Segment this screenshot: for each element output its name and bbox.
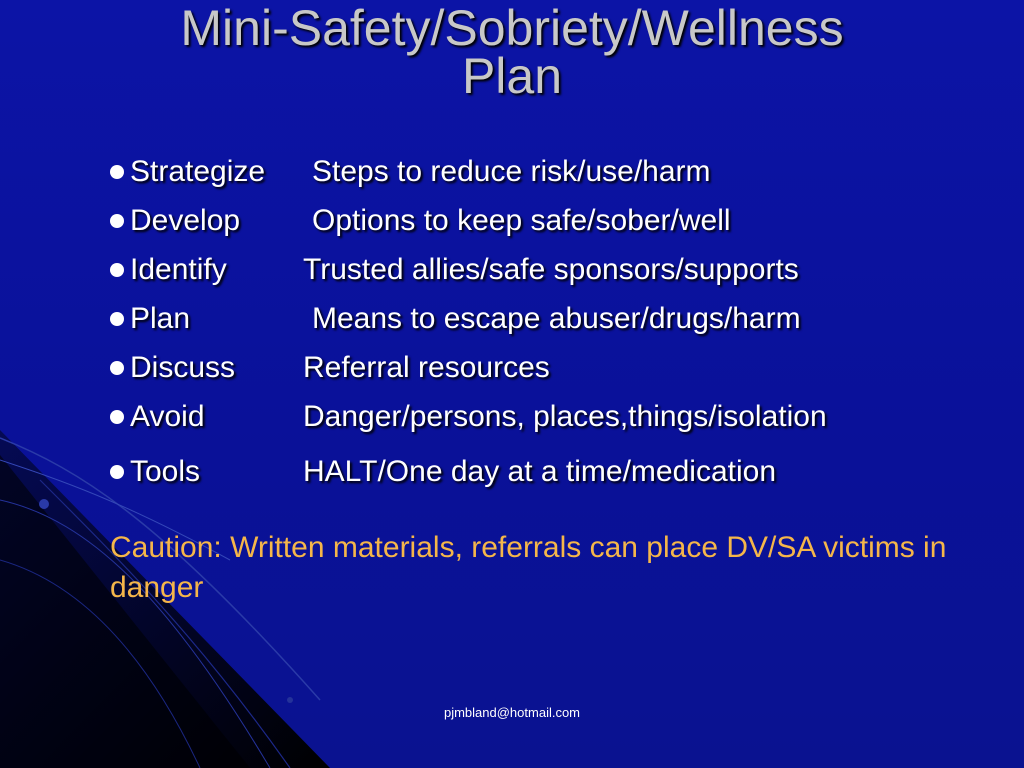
bullet-term: Identify bbox=[130, 253, 227, 286]
caution-note: Caution: Written materials, referrals can place DV/SA victims in danger bbox=[110, 531, 947, 604]
bullet-item-plan bbox=[110, 299, 801, 348]
bullet-term: Tools bbox=[130, 455, 201, 488]
bullet-item-discuss bbox=[110, 348, 550, 397]
bullet-dot-icon bbox=[110, 165, 124, 179]
bullet-term: Avoid bbox=[130, 400, 205, 433]
bullet-dot-icon bbox=[110, 465, 124, 479]
bullet-dot-icon bbox=[110, 361, 124, 375]
bullet-item-identify bbox=[110, 250, 799, 299]
bullet-dot-icon bbox=[110, 410, 124, 424]
bullet-list bbox=[110, 152, 827, 508]
slide-title-line-2: Plan bbox=[461, 48, 563, 104]
bullet-item-tools bbox=[110, 452, 776, 508]
bullet-description: Options to keep safe/sober/well bbox=[312, 204, 731, 237]
bullet-description: Steps to reduce risk/use/harm bbox=[312, 155, 711, 188]
bullet-term: Strategize bbox=[130, 155, 266, 188]
bullet-term: Plan bbox=[130, 302, 191, 335]
bullet-item-avoid bbox=[110, 397, 827, 446]
bullet-item-strategize bbox=[110, 152, 711, 201]
footer-email: pjmbland@hotmail.com bbox=[443, 705, 581, 720]
bullet-item-develop bbox=[110, 201, 731, 250]
bullet-description: Danger/persons, places,things/isolation bbox=[303, 400, 827, 433]
bullet-description: Referral resources bbox=[303, 351, 550, 384]
bullet-description: Means to escape abuser/drugs/harm bbox=[312, 302, 801, 335]
slide-title-line-1: Mini-Safety/Sobriety/Wellness bbox=[180, 0, 844, 56]
bullet-term: Develop bbox=[130, 204, 241, 237]
bullet-term: Discuss bbox=[130, 351, 236, 384]
bullet-dot-icon bbox=[110, 214, 124, 228]
bullet-dot-icon bbox=[110, 263, 124, 277]
bullet-description: Trusted allies/safe sponsors/supports bbox=[303, 253, 799, 286]
slide-title bbox=[0, 0, 1024, 104]
bullet-description: HALT/One day at a time/medication bbox=[303, 455, 776, 488]
bullet-dot-icon bbox=[110, 312, 124, 326]
